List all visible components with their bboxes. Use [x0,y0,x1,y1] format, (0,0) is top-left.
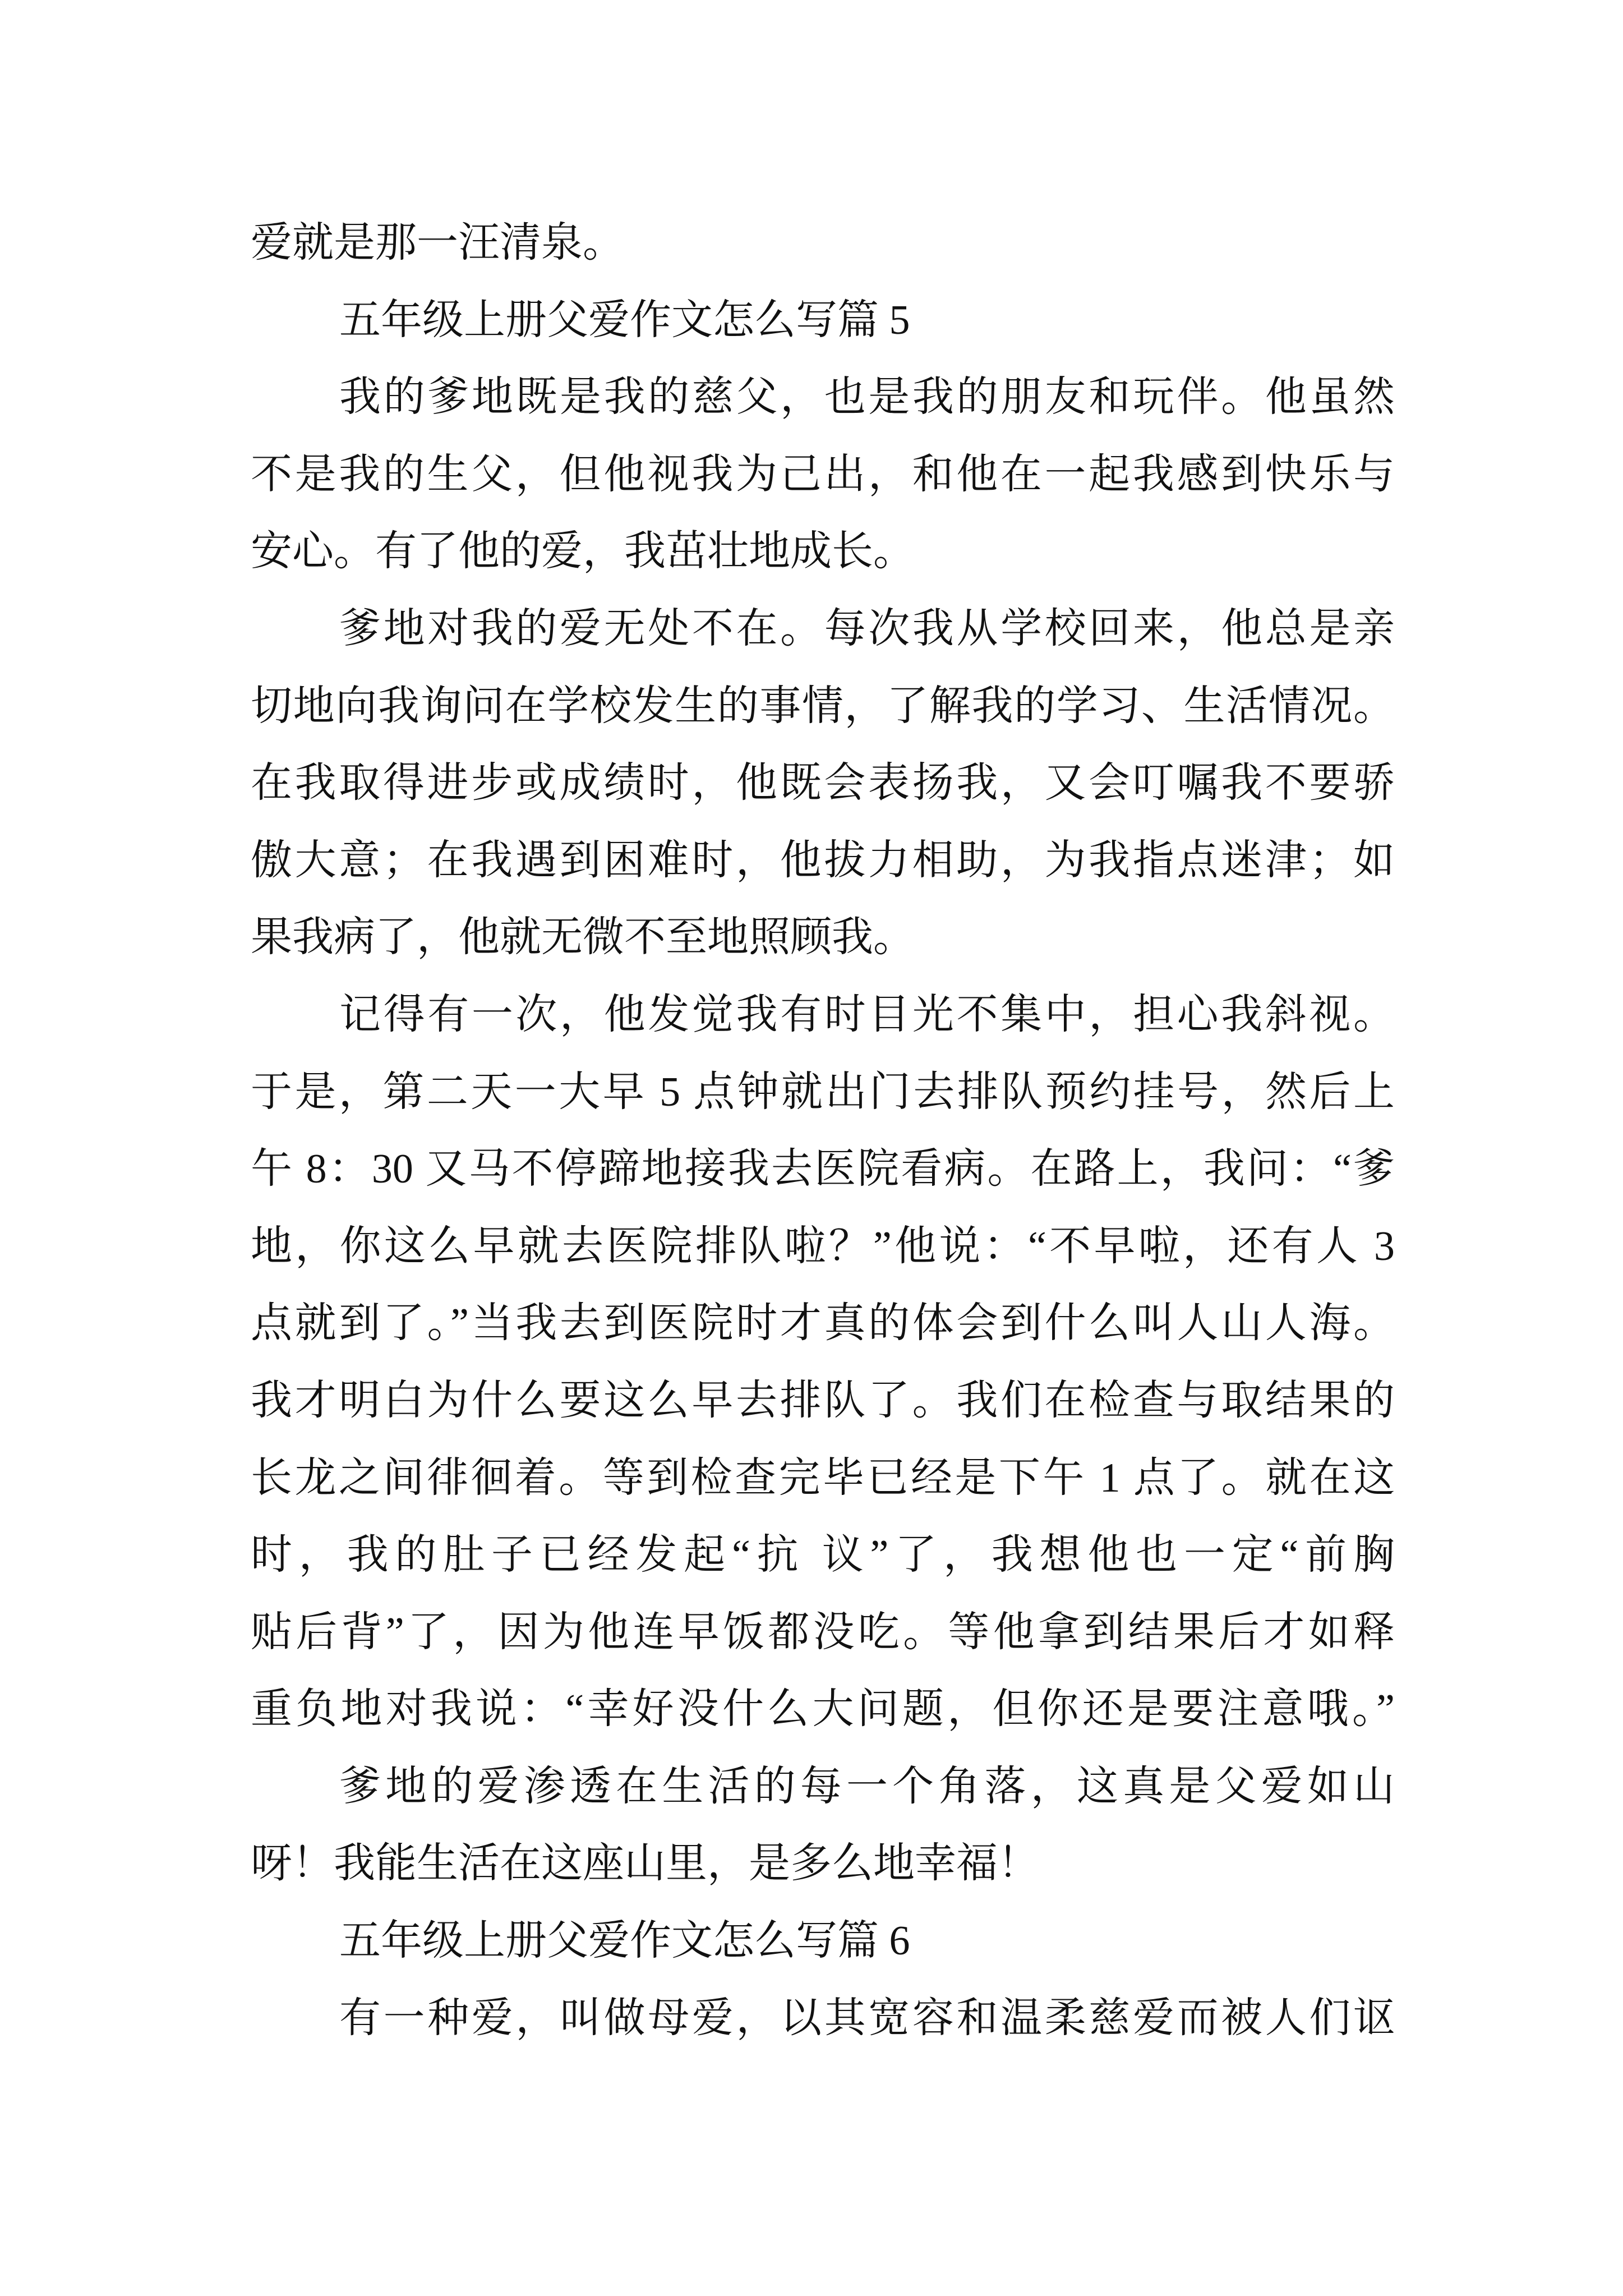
paragraph [251,591,1395,977]
paragraph [251,1980,1395,2058]
text-line: 在我取得进步或成绩时，他既会表扬我，又会叮嘱我不要骄 [251,760,1395,807]
text-line: 果我病了，他就无微不至地照顾我。 [251,914,915,961]
section-heading: 五年级上册父爱作文怎么写篇 6 [339,1918,910,1964]
text-line: 地，你这么早就去医院排队啦？”他说：“不早啦，还有人 3 [251,1223,1395,1269]
paragraph [251,1749,1395,1903]
text-line: 我才明白为什么要这么早去排队了。我们在检查与取结果的 [251,1377,1395,1424]
text-line: 不是我的生父，但他视我为己出，和他在一起我感到快乐与 [251,451,1395,498]
paragraph [251,359,1395,591]
text-line: 重负地对我说：“幸好没什么大问题，但你还是要注意哦。” [251,1686,1395,1733]
section-heading: 五年级上册父爱作文怎么写篇 5 [339,297,910,343]
text-line: 点就到了。”当我去到医院时才真的体会到什么叫人山人海。 [251,1300,1395,1347]
text-line: 呀！我能生活在这座山里，是多么地幸福！ [251,1841,1039,1887]
text-line: 记得有一次，他发觉我有时目光不集中，担心我斜视。 [339,991,1395,1038]
text-line: 爱就是那一汪清泉。 [251,220,624,266]
text-line: 爹地的爱渗透在生活的每一个角落，这真是父爱如山 [339,1763,1395,1810]
text-line: 于是，第二天一大早 5 点钟就出门去排队预约挂号，然后上 [251,1069,1395,1115]
text-line: 时，我的肚子已经发起“抗 议”了，我想他也一定“前胸 [251,1532,1395,1579]
text-line: 午 8：30 又马不停蹄地接我去医院看病。在路上，我问：“爹 [251,1146,1395,1193]
paragraph [251,205,1395,282]
document-body [251,205,1395,2057]
text-line: 安心。有了他的爱，我茁壮地成长。 [251,528,915,575]
text-line: 傲大意；在我遇到困难时，他拔力相助，为我指点迷津；如 [251,837,1395,884]
text-line: 长龙之间徘徊着。等到检查完毕已经是下午 1 点了。就在这 [251,1455,1395,1501]
essay-section-6 [251,1903,1395,2057]
text-line: 我的爹地既是我的慈父，也是我的朋友和玩伴。他虽然 [339,374,1395,421]
essay-section-5 [251,282,1395,1903]
text-line: 爹地对我的爱无处不在。每次我从学校回来，他总是亲 [339,605,1395,652]
text-line: 切地向我询问在学校发生的事情，了解我的学习、生活情况。 [251,683,1395,729]
text-line: 贴后背”了，因为他连早饭都没吃。等他拿到结果后才如释 [251,1609,1395,1655]
text-line: 有一种爱，叫做母爱，以其宽容和温柔慈爱而被人们讴 [339,1995,1395,2041]
paragraph [251,977,1395,1749]
